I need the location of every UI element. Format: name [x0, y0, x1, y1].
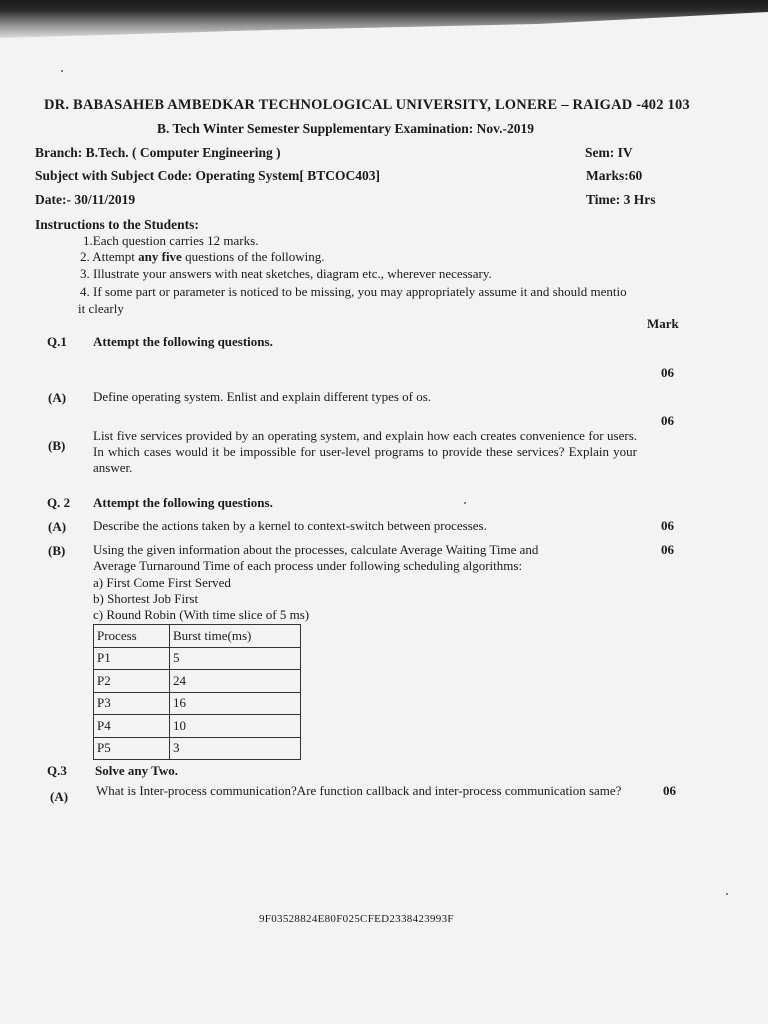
- q3-title: Solve any Two.: [95, 763, 178, 778]
- instruction-3: 3. Illustrate your answers with neat sketches, diagram etc., wherever necessary.: [80, 266, 492, 281]
- q2b-line-2: Average Turnaround Time of each process under following scheduling algorithms:: [93, 558, 523, 573]
- table-row: [94, 670, 301, 693]
- table-header-row: [94, 625, 301, 648]
- table-header-cell: Burst time(ms): [170, 625, 301, 648]
- q2a-text: Describe the actions taken by a kernel to context-switch between processes.: [93, 518, 487, 533]
- q1a-marks: 06: [661, 413, 674, 428]
- instruction-1: 1.Each question carries 12 marks.: [83, 233, 259, 248]
- table-cell: P5: [94, 737, 170, 760]
- instruction-2: 2. Attempt any five questions of the following.: [80, 249, 325, 264]
- q2b-option-a: a) First Come First Served: [93, 575, 231, 590]
- q1-title: Attempt the following questions.: [93, 334, 273, 349]
- q1b-text: List five services provided by an operating system, and explain how each creates convenience for users. In which cases would it be impossible for user-level programs to provide these services? Explain your answer.: [93, 428, 637, 475]
- q2b-line-1: Using the given information about the processes, calculate Average Waiting Time and: [93, 542, 539, 557]
- table-row: [94, 692, 301, 715]
- q2a-marks: 06: [661, 518, 674, 533]
- scan-speck: [464, 502, 466, 504]
- time-label: Time: 3 Hrs: [586, 192, 656, 207]
- process-burst-table: [93, 624, 301, 760]
- q2b-option-b: b) Shortest Job First: [93, 591, 199, 606]
- instruction-4: 4. If some part or parameter is noticed to be missing, you may appropriately assume it and should mentio: [80, 284, 627, 299]
- branch-label: Branch: B.Tech. ( Computer Engineering ): [35, 145, 281, 160]
- exam-title: B. Tech Winter Semester Supplementary Examination: Nov.-2019: [157, 121, 535, 136]
- instructions-title: Instructions to the Students:: [35, 217, 199, 232]
- scan-speck: [61, 70, 63, 72]
- university-title: DR. BABASAHEB AMBEDKAR TECHNOLOGICAL UNIVERSITY, LONERE – RAIGAD -402 103: [44, 97, 690, 113]
- marks-label: Marks:60: [586, 168, 643, 183]
- q2b-option-c: c) Round Robin (With time slice of 5 ms): [93, 607, 310, 622]
- q1b-label: (B): [48, 438, 66, 453]
- table-cell: 3: [170, 737, 301, 760]
- table-row: [94, 737, 301, 760]
- table-cell: P3: [94, 692, 170, 715]
- q3a-text: What is Inter-process communication?Are function callback and inter-process communication same?: [96, 783, 622, 798]
- marks-column-header: Mark: [647, 316, 679, 331]
- table-cell: 10: [170, 715, 301, 738]
- q2-title: Attempt the following questions.: [93, 495, 273, 510]
- q1-marks: 06: [661, 365, 674, 380]
- q2a-label: (A): [48, 519, 67, 534]
- table-cell: 16: [170, 692, 301, 715]
- semester-label: Sem: IV: [585, 145, 633, 160]
- table-row: [94, 715, 301, 738]
- paper-code-footer: 9F03528824E80F025CFED2338423993F: [259, 913, 454, 925]
- q3a-marks: 06: [663, 783, 676, 798]
- table-cell: P1: [94, 647, 170, 670]
- q2b-label: (B): [48, 543, 66, 558]
- table-header-cell: Process: [94, 625, 170, 648]
- table-cell: P4: [94, 715, 170, 738]
- subject-label: Subject with Subject Code: Operating System[ BTCOC403]: [35, 168, 380, 183]
- q1-number: Q.1: [47, 334, 67, 349]
- table-cell: 24: [170, 670, 301, 693]
- table-row: [94, 647, 301, 670]
- q2-number: Q. 2: [47, 495, 71, 510]
- q1a-text: Define operating system. Enlist and explain different types of os.: [93, 389, 432, 404]
- q3-number: Q.3: [47, 763, 67, 778]
- table-cell: P2: [94, 670, 170, 693]
- scan-speck: [726, 893, 728, 895]
- table-cell: 5: [170, 647, 301, 670]
- instruction-4-continued: it clearly: [78, 301, 124, 316]
- q3a-label: (A): [50, 789, 69, 804]
- date-label: Date:- 30/11/2019: [35, 192, 136, 207]
- q1a-label: (A): [48, 390, 67, 405]
- q2b-marks: 06: [661, 542, 674, 557]
